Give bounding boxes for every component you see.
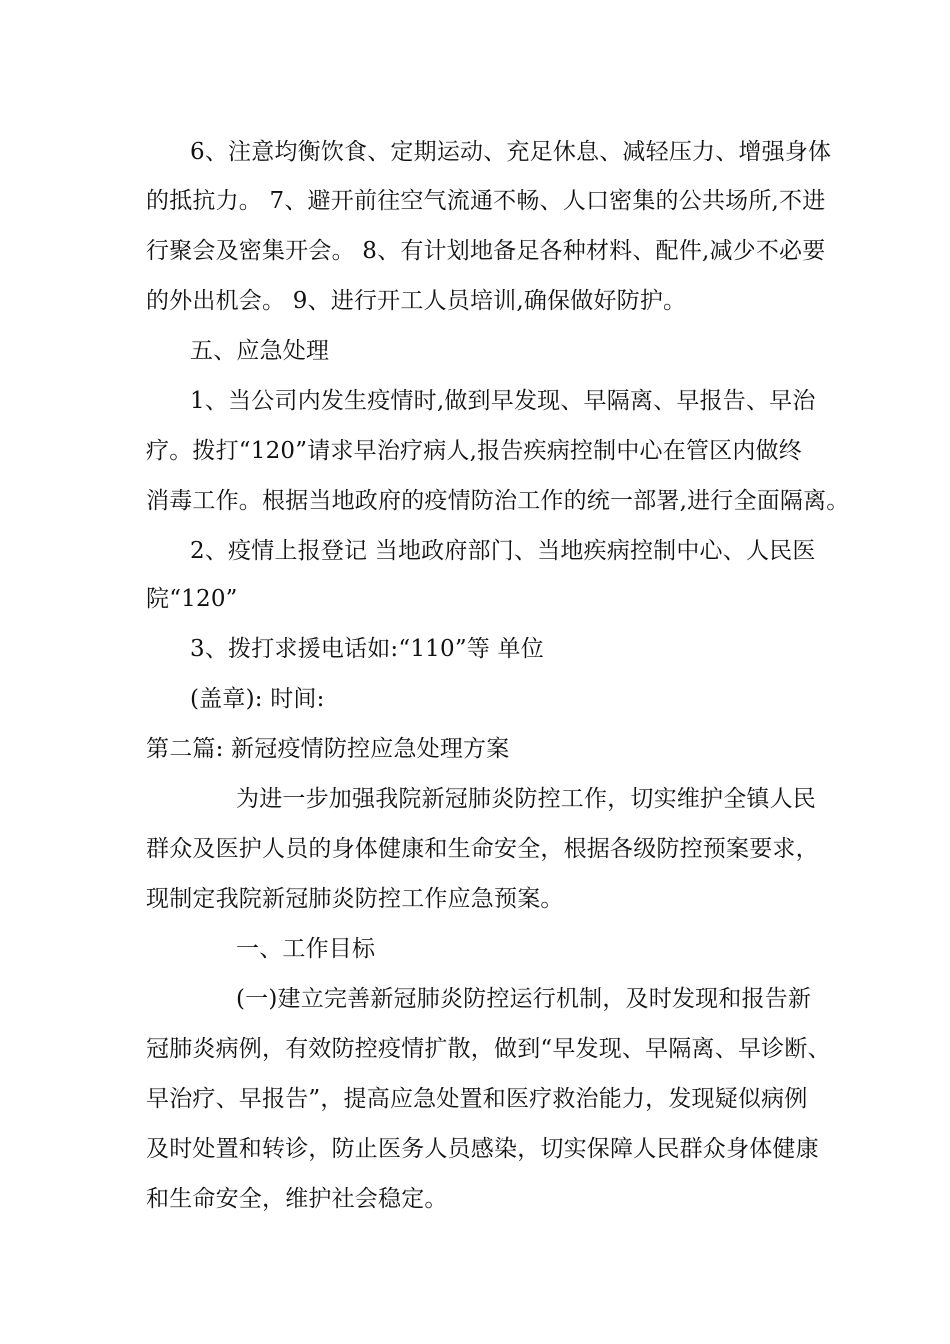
section-heading: 五、应急处理 — [190, 338, 330, 364]
paragraph-line: 及时处置和转诊，防止医务人员感染，切实保障人民群众身体健康 — [146, 1136, 819, 1162]
paragraph-line: 群众及医护人员的身体健康和生命安全，根据各级防控预案要求， — [146, 836, 819, 862]
chapter-title: 第二篇: 新冠疫情防控应急处理方案 — [146, 736, 510, 762]
paragraph-line: 院“120” — [146, 586, 238, 612]
paragraph-line: 6、注意均衡饮食、定期运动、充足休息、减轻压力、增强身体 — [190, 139, 832, 165]
paragraph-line: 的外出机会。 9、进行开工人员培训,确保做好防护。 — [146, 288, 687, 314]
paragraph-line: 1、当公司内发生疫情时,做到早发现、早隔离、早报告、早治 — [190, 388, 816, 414]
paragraph-line: 2、疫情上报登记 当地政府部门、当地疾病控制中心、人民医 — [190, 538, 816, 564]
paragraph-line: (一)建立完善新冠肺炎防控运行机制，及时发现和报告新 — [236, 986, 812, 1012]
paragraph-line: 行聚会及密集开会。 8、有计划地备足各种材料、配件,减少不必要 — [146, 238, 826, 264]
paragraph-line: 3、拨打求援电话如:“110”等 单位 — [190, 636, 544, 662]
paragraph-line: 为进一步加强我院新冠肺炎防控工作，切实维护全镇人民 — [236, 786, 816, 812]
seal-line: (盖章): 时间: — [190, 686, 325, 712]
paragraph-line: 和生命安全，维护社会稳定。 — [146, 1186, 448, 1212]
paragraph-line: 冠肺炎病例，有效防控疫情扩散，做到“早发现、早隔离、早诊断、 — [146, 1036, 831, 1062]
section-heading: 一、工作目标 — [236, 936, 376, 962]
paragraph-line: 现制定我院新冠肺炎防控工作应急预案。 — [146, 886, 564, 912]
paragraph-line: 消毒工作。根据当地政府的疫情防治工作的统一部署,进行全面隔离。 — [146, 488, 850, 514]
paragraph-line: 疗。拨打“120”请求早治疗病人,报告疾病控制中心在管区内做终 — [146, 438, 802, 464]
paragraph-line: 的抵抗力。 7、避开前往空气流通不畅、人口密集的公共场所,不进 — [146, 188, 826, 214]
paragraph-line: 早治疗、早报告”，提高应急处置和医疗救治能力，发现疑似病例 — [146, 1086, 808, 1112]
